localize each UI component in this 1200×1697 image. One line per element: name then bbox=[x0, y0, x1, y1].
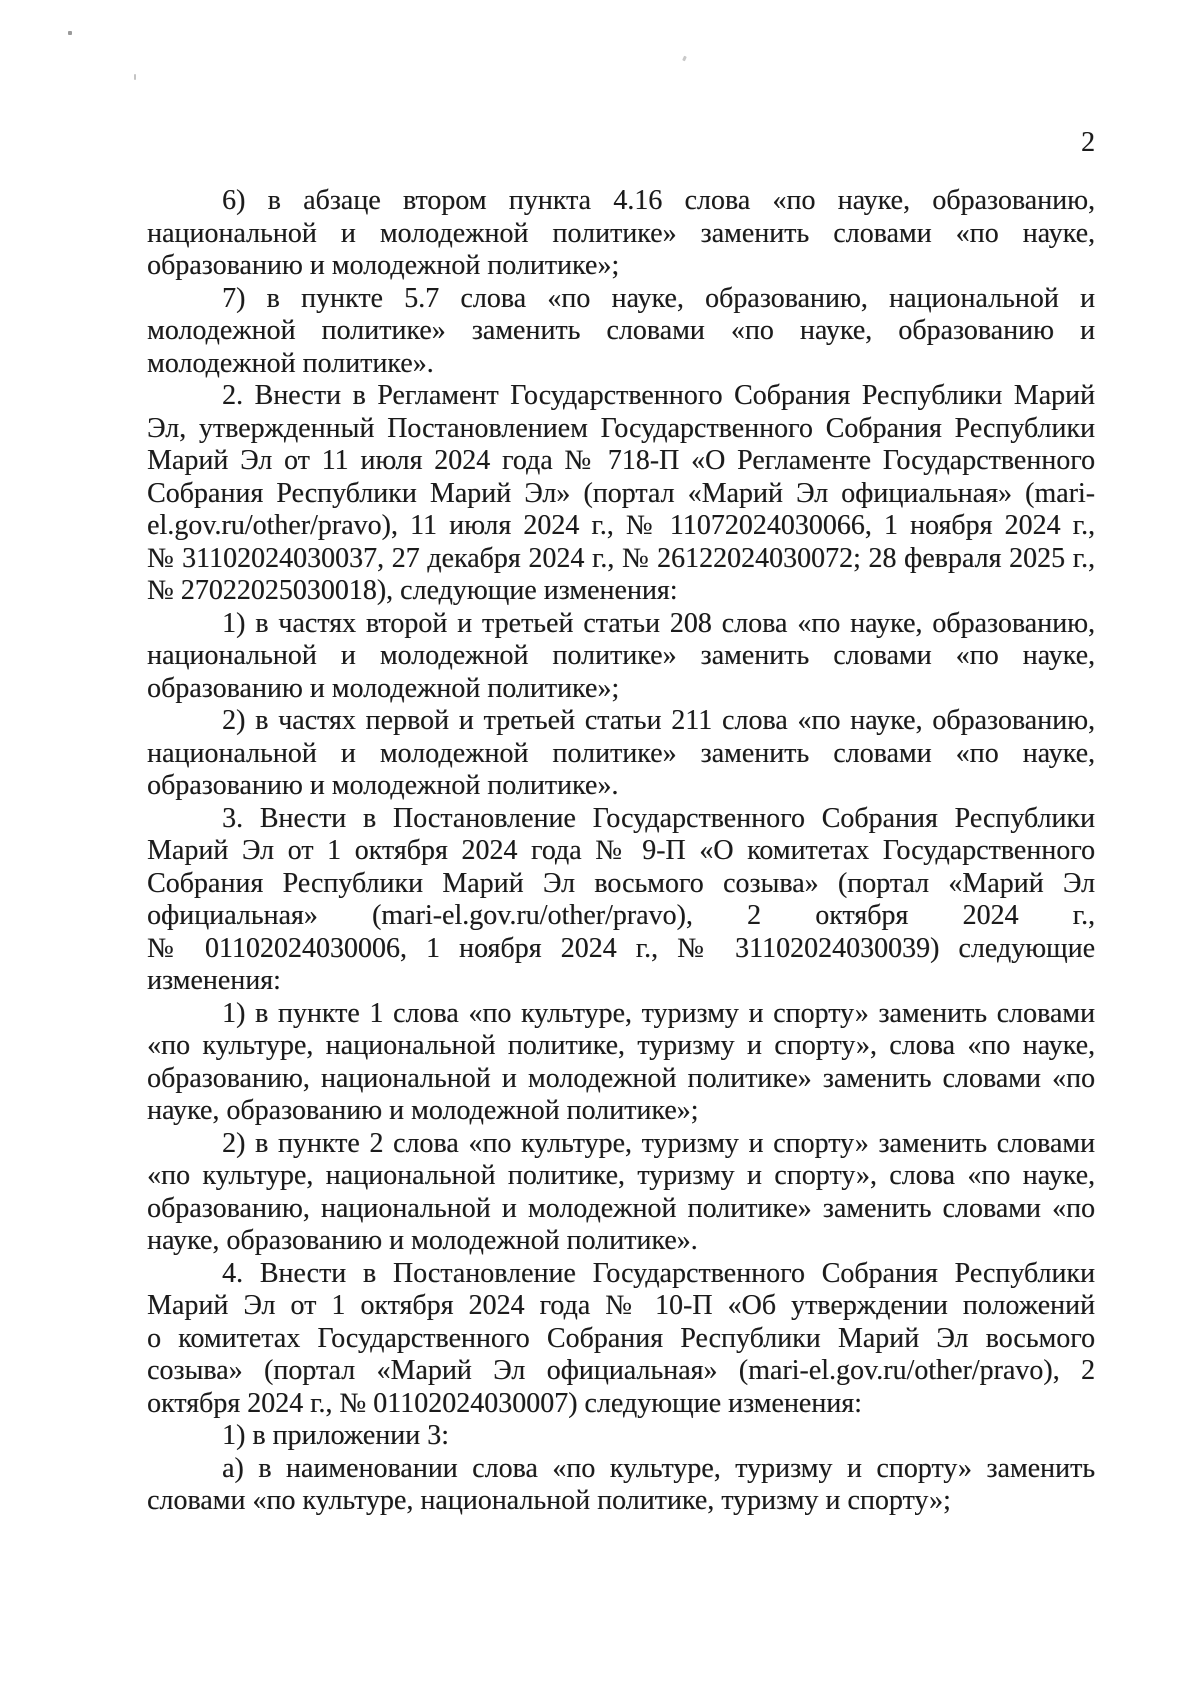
page-number: 2 bbox=[1081, 127, 1095, 158]
clause-4-intro: 4. Внести в Постановление Государственного Собрания Республики Марий Эл от 1 октября 2024 года № 10-П «Об утверждении положений о комитетах Государственного Собрания Республики Марий Эл восьмого созыва» (портал «Марий Эл официальная» (mari-el.gov.ru/other/pravo), 2 октября 2024 г., № 01102024030007) следующие изменения: bbox=[147, 1257, 1095, 1419]
scan-speck bbox=[682, 56, 687, 62]
clause-2-item-2: 2) в частях первой и третьей статьи 211 слова «по науке, образованию, национальной и молодежной политике» заменить словами «по науке, образованию и молодежной политике». bbox=[147, 705, 1095, 801]
clause-2-intro: 2. Внести в Регламент Государственного Собрания Республики Марий Эл, утвержденный Постановлением Государственного Собрания Республики Марий Эл от 11 июля 2024 года № 718-П «О Регламенте Государственного Собрания Республики Марий Эл» (портал «Марий Эл официальная» (mari-el.gov.ru/other/pravo), 11 июля 2024 г., № 11072024030066, 1 ноября 2024 г., № 31102024030037, 27 декабря 2024 г., № 26122024030072; 28 февраля 2025 г., № 27022025030018), следующие изменения: bbox=[147, 380, 1095, 606]
para-6: 6) в абзаце втором пункта 4.16 слова «по науке, образованию, национальной и молодежной политике» заменить словами «по науке, образованию и молодежной политике»; bbox=[147, 185, 1095, 281]
clause-4-item-1: 1) в приложении 3: bbox=[222, 1420, 449, 1451]
document-body bbox=[147, 185, 1095, 1518]
clause-3-intro: 3. Внести в Постановление Государственного Собрания Республики Марий Эл от 1 октября 2024 года № 9-П «О комитетах Государственного Собрания Республики Марий Эл восьмого созыва» (портал «Марий Эл официальная» (mari-el.gov.ru/other/pravo), 2 октября 2024 г., № 01102024030006, 1 ноября 2024 г., № 31102024030039) следующие изменения: bbox=[147, 802, 1095, 996]
clause-2-item-1: 1) в частях второй и третьей статьи 208 слова «по науке, образованию, национальной и молодежной политике» заменить словами «по науке, образованию и молодежной политике»; bbox=[147, 607, 1095, 704]
scan-speck bbox=[68, 31, 72, 35]
clause-3-item-1: 1) в пункте 1 слова «по культуре, туризму и спорту» заменить словами «по культуре, национальной политике, туризму и спорту», слова «по науке, образованию, национальной и молодежной политике» заменить словами «по науке, образованию и молодежной политике»; bbox=[147, 997, 1095, 1126]
para-7: 7) в пункте 5.7 слова «по науке, образованию, национальной и молодежной политике» заменить словами «по науке, образованию и молодежной политике». bbox=[147, 282, 1095, 379]
scan-speck bbox=[134, 74, 136, 80]
clause-3-item-2: 2) в пункте 2 слова «по культуре, туризму и спорту» заменить словами «по культуре, национальной политике, туризму и спорту», слова «по науке, образованию, национальной и молодежной политике» заменить словами «по науке, образованию и молодежной политике». bbox=[147, 1127, 1095, 1256]
clause-4-item-1a: а) в наименовании слова «по культуре, туризму и спорту» заменить словами «по культуре, национальной политике, туризму и спорту»; bbox=[147, 1452, 1095, 1516]
